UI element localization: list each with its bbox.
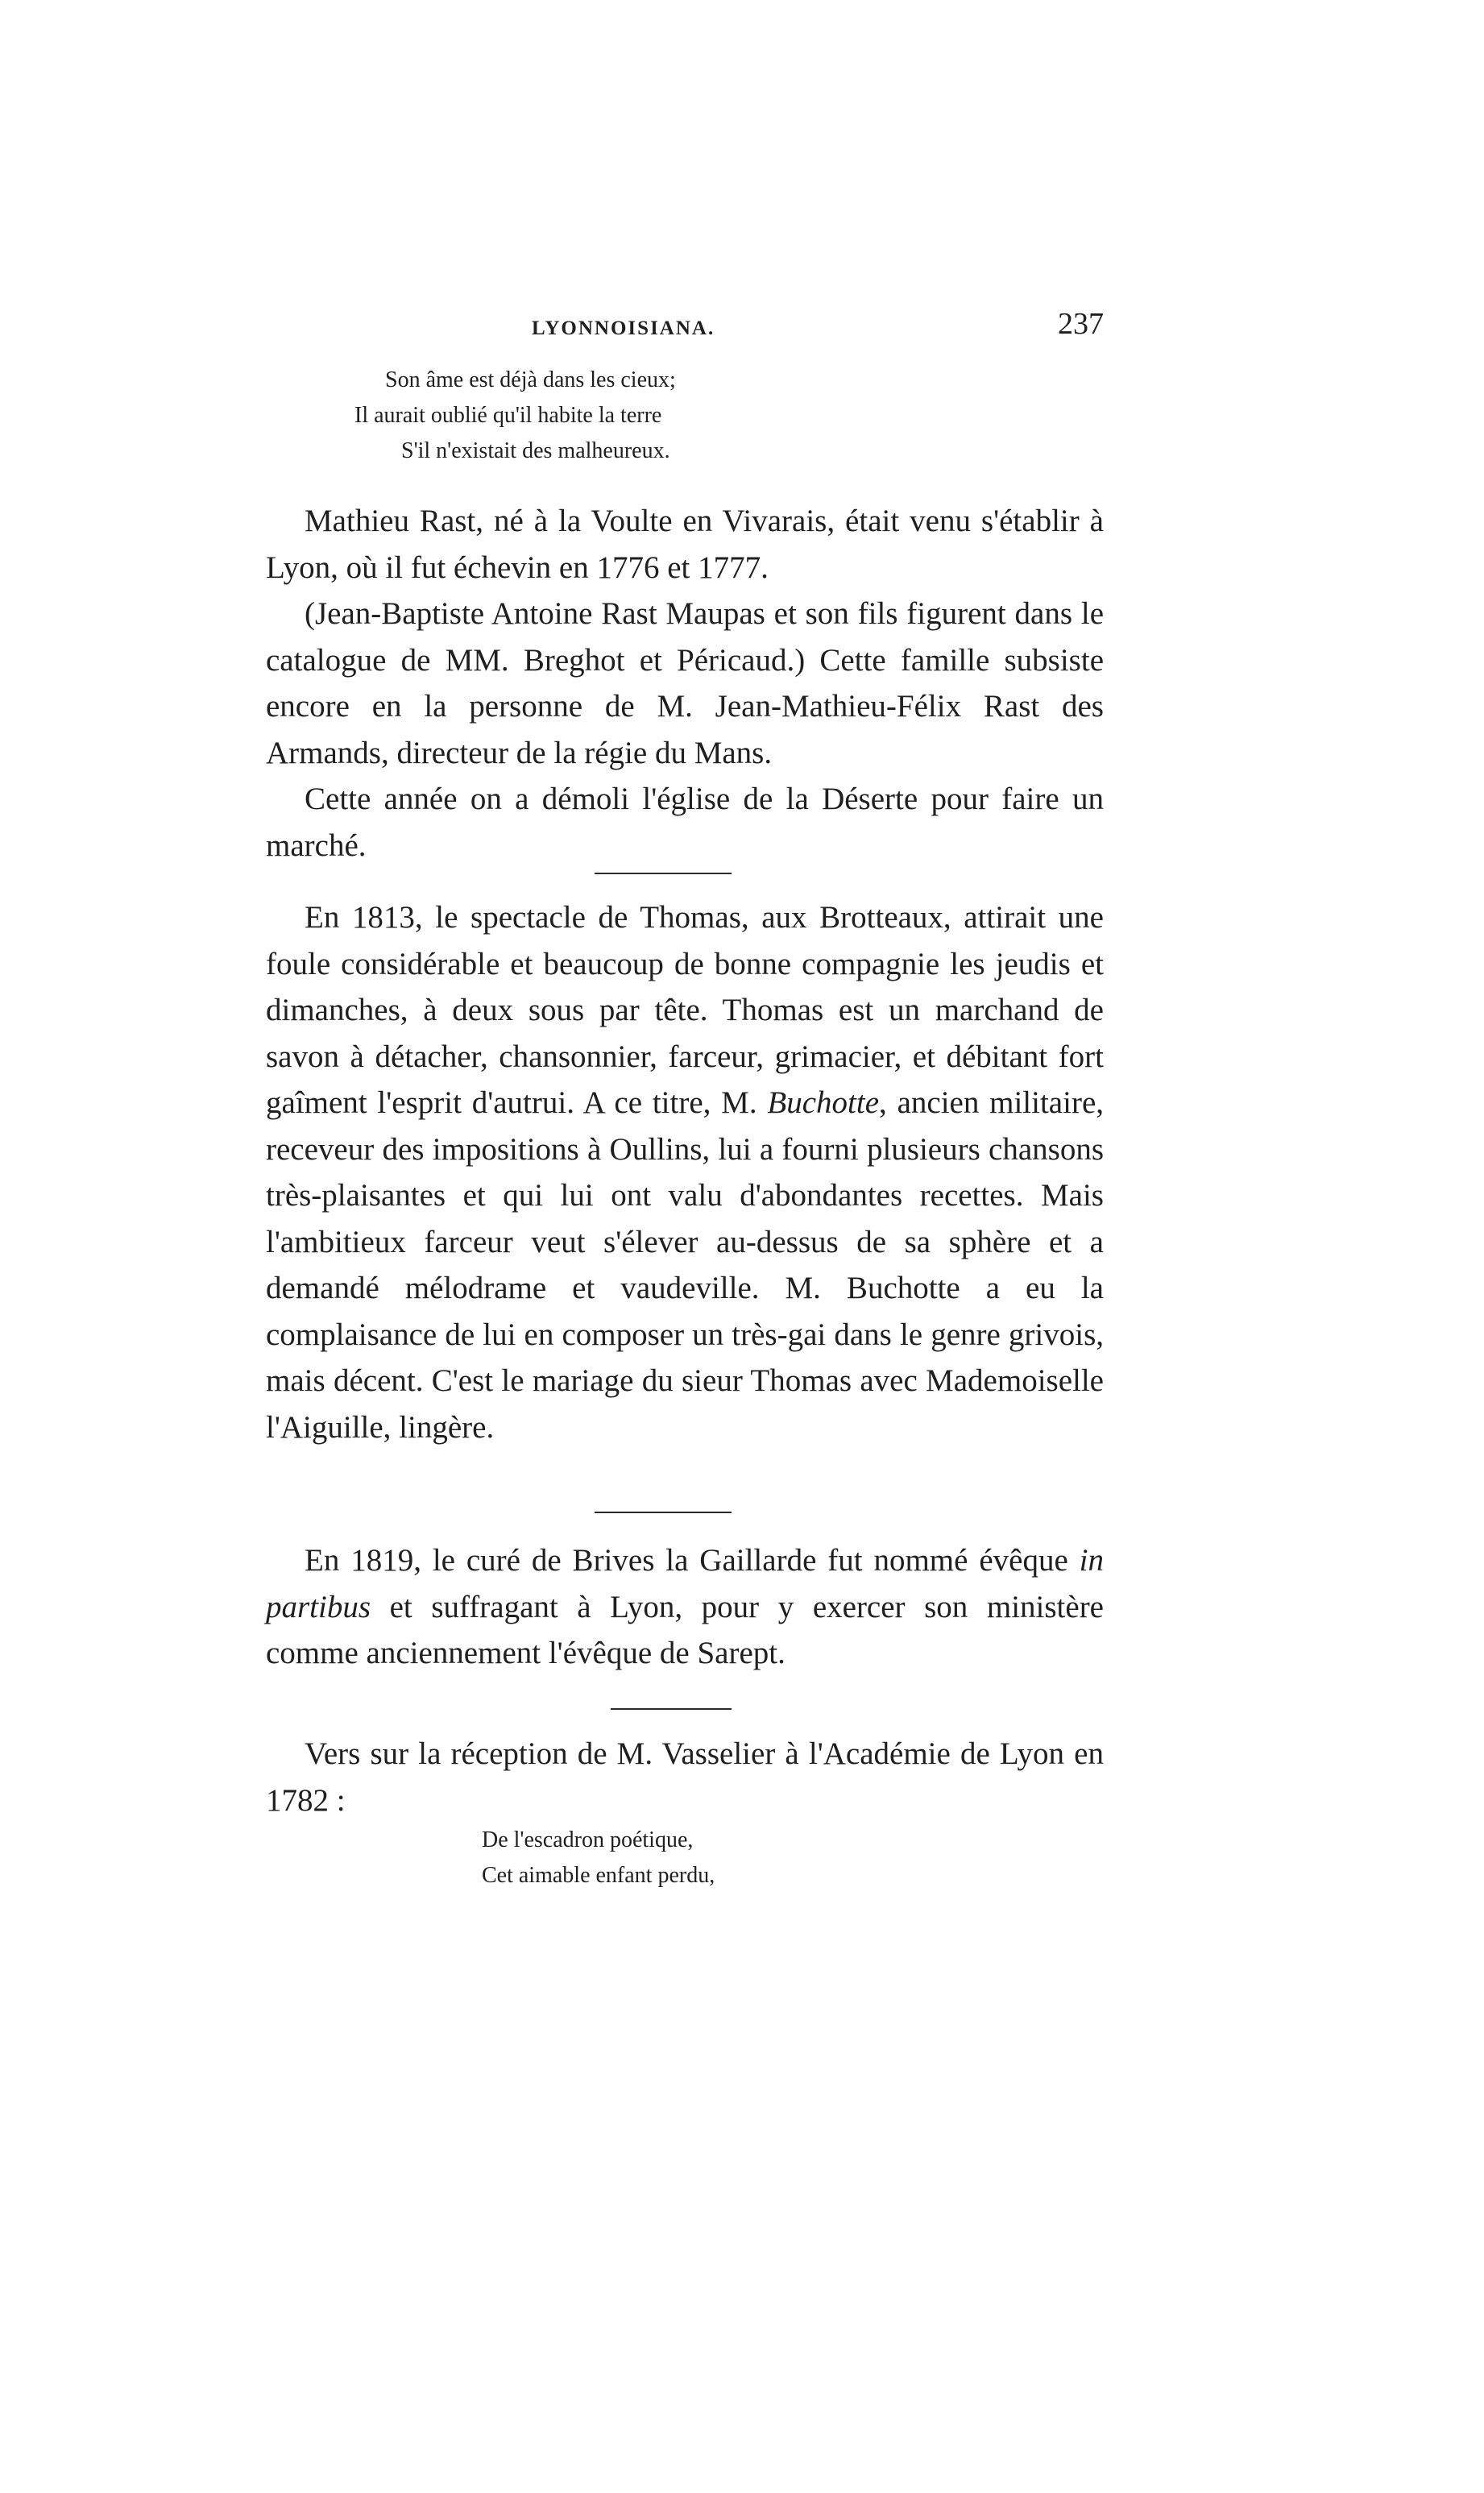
verse-line: Il aurait oublié qu'il habite la terre	[354, 403, 662, 428]
paragraph: Vers sur la réception de M. Vasselier à l'Académie de Lyon en 1782 :	[266, 1736, 1104, 1818]
verse-line: Son âme est déjà dans les cieux;	[385, 367, 676, 392]
section-divider	[595, 873, 732, 874]
italic-phrase: in partibus	[266, 1543, 1104, 1624]
paragraph: Mathieu Rast, né à la Voulte en Vivarais, était venu s'établir à Lyon, où il fut échevin en 1776 et 1777.	[266, 504, 1104, 585]
verse-line: S'il n'existait des malheureux.	[401, 438, 670, 463]
paragraph	[266, 894, 1104, 1450]
section-thomas	[266, 894, 1104, 1450]
section-vasselier	[266, 1731, 1104, 1823]
paragraph-text: et suffragant à Lyon, pour y exercer son ministère comme anciennement l'évêque de Sarept.	[266, 1589, 1104, 1670]
page-header	[266, 306, 1104, 355]
paragraph-text: , ancien militaire, receveur des impositions à Oullins, lui a fourni plusieurs chansons très-plaisantes et qui lui ont valu d'abondantes recettes. Mais l'ambitieux farceur veut s'élever au-dessus de sa sphère et a demandé mélodrame et vaudeville. M. Buchotte a eu la complaisance de lui en composer un très-gai dans le genre grivois, mais décent. C'est le mariage du sieur Thomas avec Mademoiselle l'Aiguille, lingère.	[266, 1085, 1105, 1445]
verse-line: De l'escadron poétique,	[482, 1827, 694, 1852]
verse-epigraph	[354, 363, 676, 469]
running-title: LYONNOISIANA.	[532, 317, 715, 339]
paragraph	[266, 1537, 1104, 1677]
section-rast	[266, 498, 1104, 869]
section-brives	[266, 1537, 1104, 1677]
paragraph: (Jean-Baptiste Antoine Rast Maupas et son fils figurent dans le catalogue de MM. Breghot et Péricaud.) Cette famille subsiste encore en la personne de M. Jean-Mathieu-Félix Rast des Armands, directeur de la régie du Mans.	[266, 596, 1104, 770]
section-divider	[595, 1512, 732, 1513]
verse-vasselier	[482, 1823, 715, 1894]
page-number: 237	[1058, 307, 1104, 341]
section-divider	[611, 1708, 732, 1710]
paragraph-text: En 1819, le curé de Brives la Gaillarde fut nommé évêque	[305, 1543, 1080, 1578]
italic-name: Buchotte	[767, 1085, 880, 1120]
paragraph: Cette année on a démoli l'église de la Déserte pour faire un marché.	[266, 782, 1104, 863]
paragraph-text: En 1813, le spectacle de Thomas, aux Brotteaux, attirait une foule considérable et beaucoup de bonne compagnie les jeudis et dimanches, à deux sous par tête. Thomas est un marchand de savon à détacher, chansonnier, farceur, grimacier, et débitant fort gaîment l'esprit d'autrui. A ce titre, M.	[266, 900, 1104, 1120]
verse-line: Cet aimable enfant perdu,	[482, 1863, 715, 1888]
